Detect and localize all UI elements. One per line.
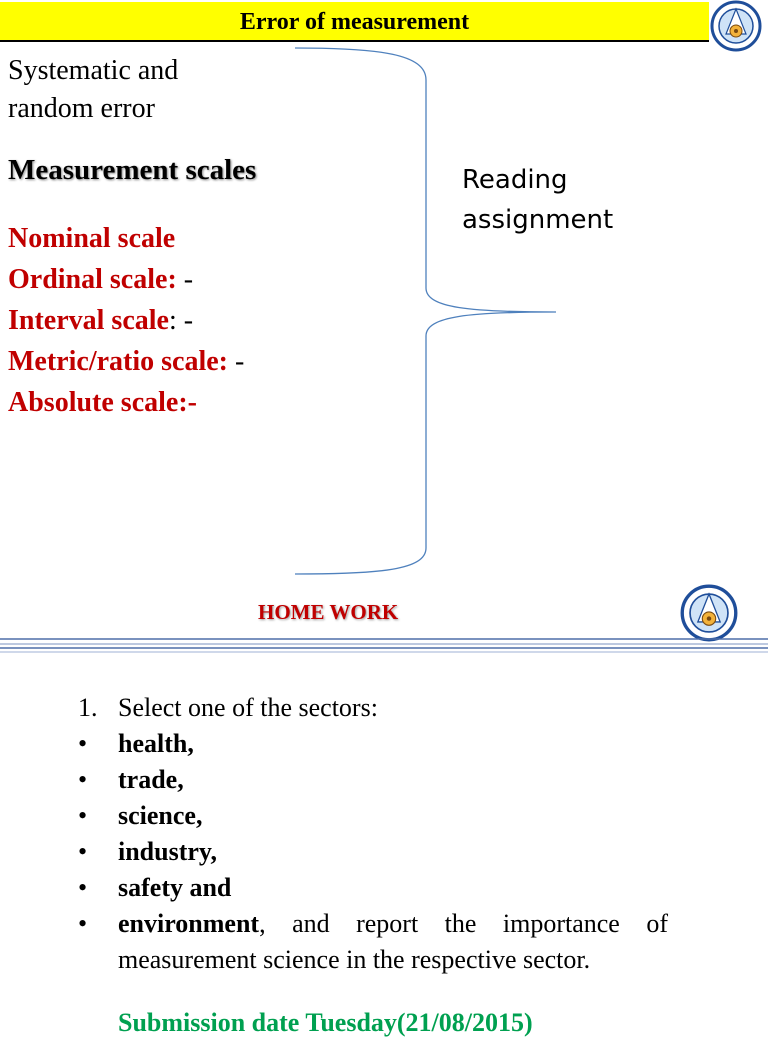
list-item: • environment, and report the importance of measurement science in the respective sector.: [78, 909, 668, 974]
submission-date: Submission date Tuesday(21/08/2015): [118, 1008, 533, 1037]
list-item: • safety and: [78, 873, 232, 902]
list-item: • health,: [78, 729, 194, 758]
measurement-scales-heading: Measurement scales: [8, 154, 257, 186]
scale-item: Absolute scale:-: [8, 387, 197, 418]
header-divider: [0, 636, 768, 656]
systematic-error-line2: random error: [8, 93, 155, 124]
systematic-error-line1: Systematic and: [8, 55, 179, 86]
scale-item: Nominal scale: [8, 223, 176, 254]
list-item: • industry,: [78, 837, 217, 866]
slide-title: Error of measurement: [239, 9, 470, 35]
scale-item: Interval scale: -: [8, 305, 194, 336]
list-item: • trade,: [78, 765, 184, 794]
title-bar: [0, 2, 709, 42]
scale-item: Ordinal scale: -: [8, 264, 194, 295]
homework-title: HOME WORK: [258, 600, 399, 624]
list-item: 1. Select one of the sectors:: [78, 693, 378, 722]
university-logo-2: [680, 584, 738, 642]
curly-brace: [290, 40, 570, 580]
homework-list: [78, 690, 668, 978]
list-item: • science,: [78, 801, 203, 830]
university-logo: [710, 0, 762, 52]
reading-assignment: Reading assignment: [462, 165, 614, 235]
scale-item: Metric/ratio scale: -: [8, 346, 245, 377]
